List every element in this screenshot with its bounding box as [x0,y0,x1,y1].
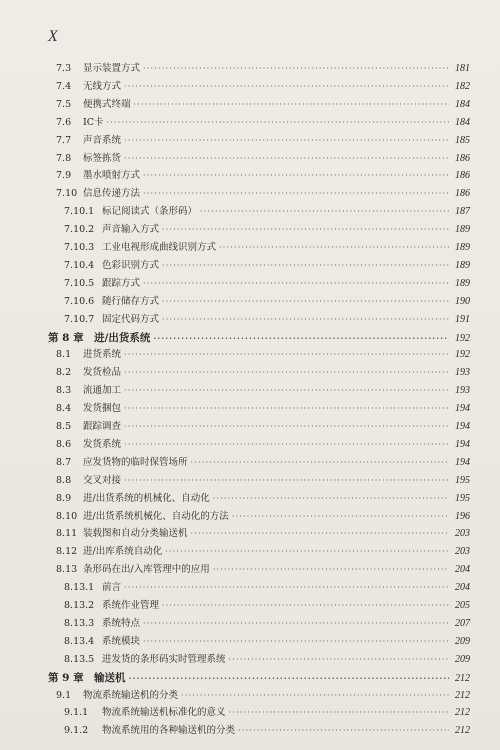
toc-leader-dots [213,492,449,506]
toc-chapter-row [48,671,470,685]
toc-page-number: 189 [455,224,470,236]
toc-entry-number: 8.9 [56,492,72,504]
toc-entry-row [56,492,470,506]
toc-entry-row [64,295,470,309]
toc-entry-row [56,510,470,524]
toc-leader-dots [124,581,449,595]
toc-leader-dots [143,187,449,201]
toc-entry-title: 发货检品 [83,367,122,379]
page-marker: X [48,28,58,45]
toc-entry-row [56,80,470,94]
toc-leader-dots [200,205,449,219]
toc-entry-row [56,348,470,362]
toc-leader-dots [143,617,449,631]
toc-entry-title: 发货系统 [83,438,122,450]
toc-entry-row [64,581,470,595]
toc-entry-row [56,134,470,148]
toc-page-number: 193 [455,367,470,379]
toc-entry-row [64,706,470,720]
toc-entry-number: 8.13.3 [64,617,95,629]
toc-entry-number: 8.13.5 [64,653,95,665]
toc-entry-title: 交叉对接 [83,474,122,486]
toc-entry-row [64,259,470,273]
toc-page-number: 189 [455,277,470,289]
toc-leader-dots [129,671,450,685]
toc-entry-title: 墨水喷射方式 [83,170,141,182]
toc-entry-title: 无线方式 [83,80,122,92]
toc-entry-title: 工业电视形成曲线识别方式 [102,242,217,253]
toc-entry-title: 输送机 [94,671,126,684]
toc-page-number: 192 [455,332,470,344]
toc-leader-dots [143,635,449,649]
toc-entry-title: 装载图和自动分类输送机 [83,528,188,540]
toc-entry-row [56,366,470,380]
toc-leader-dots [238,724,449,738]
toc-entry-number: 第 8 章 [48,331,84,344]
toc-entry-number: 7.4 [56,80,72,92]
toc-page-number: 195 [455,474,470,486]
toc-leader-dots [143,169,449,183]
toc-chapter-row [48,331,470,345]
toc-entry-number: 8.2 [56,367,72,379]
toc-leader-dots [143,62,449,76]
toc-entry-number: 7.10.7 [64,313,95,325]
toc-entry-row [56,384,470,398]
toc-page-number: 203 [455,528,470,540]
toc-page-number: 189 [455,259,470,271]
toc-entry-number: 9.1.2 [64,725,89,737]
toc-leader-dots [165,545,449,559]
toc-entry-title: 信息传递方法 [83,188,141,200]
toc-page-number: 207 [455,617,470,629]
toc-page-number: 185 [455,134,470,146]
toc-entry-row [56,474,470,488]
toc-entry-row [64,223,470,237]
toc-entry-title: 系统特点 [102,617,141,629]
toc-leader-dots [124,474,449,488]
toc-page-number: 205 [455,600,470,611]
toc-entry-number: 8.8 [56,474,72,486]
toc-entry-row [56,402,470,416]
toc-entry-title: 前言 [102,582,122,594]
toc-entry-number: 7.10.3 [64,242,95,253]
toc-entry-title: 条形码在出/入库管理中的应用 [83,564,210,576]
toc-entry-title: 显示装置方式 [83,63,141,74]
toc-page-number: 182 [455,80,470,92]
toc-entry-number: 7.10.2 [64,224,95,236]
toc-entry-number: 8.5 [56,421,72,432]
toc-page-number: 212 [455,672,470,684]
toc-page-number: 186 [455,170,470,182]
toc-page-number: 192 [455,349,470,361]
toc-entry-row [64,241,470,255]
toc-entry-row [64,599,470,613]
toc-leader-dots [232,510,449,524]
toc-leader-dots [213,563,449,577]
toc-entry-title: 物流系统输送机的分类 [83,689,179,701]
toc-page-number: 191 [455,313,470,325]
toc-leader-dots [124,384,449,398]
toc-leader-dots [124,80,449,94]
toc-page-number: 195 [455,492,470,504]
toc-leader-dots [162,599,449,613]
toc-entry-number: 8.13.1 [64,582,95,594]
toc-entry-number: 8.13.4 [64,635,95,647]
toc-entry-number: 7.10.6 [64,295,95,307]
toc-entry-row [56,98,470,112]
toc-leader-dots [124,134,449,148]
toc-leader-dots [124,348,449,362]
toc-entry-title: 便携式终端 [83,98,131,110]
toc-entry-title: 物流系统用的各种输送机的分类 [102,725,236,737]
toc-entry-row [64,617,470,631]
toc-entry-row [64,313,470,327]
toc-leader-dots [229,653,449,667]
toc-entry-title: 进货系统 [83,349,122,361]
toc-leader-dots [124,366,449,380]
toc-leader-dots [191,527,449,541]
toc-entry-title: 物流系统输送机标准化的意义 [102,707,226,719]
toc-entry-number: 9.1 [56,689,72,701]
toc-entry-number: 7.10.1 [64,206,95,218]
toc-leader-dots [134,98,449,112]
toc-entry-title: 声音输入方式 [102,224,160,236]
toc-page-number: 209 [455,635,470,647]
toc-entry-number: 8.6 [56,438,72,450]
toc-entry-number: 7.10.5 [64,277,95,289]
toc-entry-row [56,420,470,434]
toc-page-number: 184 [455,98,470,110]
toc-entry-title: 标签拣货 [83,152,122,164]
toc-entry-row [56,563,470,577]
toc-page-number: 194 [455,403,470,415]
toc-entry-number: 7.5 [56,98,72,110]
toc-leader-dots [124,402,449,416]
toc-entry-title: 发货捆包 [83,403,122,415]
toc-entry-title: 声音系统 [83,134,122,146]
toc-entry-title: 跟踪方式 [102,277,141,289]
toc-entry-number: 8.1 [56,349,72,361]
toc-entry-number: 8.10 [56,510,78,522]
toc-leader-dots [219,241,449,255]
toc-entry-number: 7.7 [56,134,72,146]
toc-entry-title: 进/出库系统自动化 [83,546,163,558]
toc-entry-row [56,116,470,130]
toc-entry-number: 8.11 [56,528,78,540]
toc-page-number: 212 [455,707,470,719]
toc-leader-dots [124,420,449,434]
toc-entry-number: 8.4 [56,403,72,415]
toc-page-number: 181 [455,63,470,74]
toc-entry-row [56,689,470,703]
toc-entry-row [56,169,470,183]
toc-entry-number: 7.6 [56,116,72,128]
toc-entry-number: 7.10.4 [64,259,95,271]
toc-entry-title: IC卡 [83,116,104,128]
toc-entry-row [64,724,470,738]
toc-entry-row [64,277,470,291]
toc-entry-title: 色彩识别方式 [102,259,160,271]
toc-entry-number: 第 9 章 [48,671,84,684]
toc-page-number: 194 [455,421,470,432]
toc-page-number: 186 [455,152,470,164]
toc-entry-title: 系统模块 [102,635,141,647]
toc-entry-row [56,545,470,559]
toc-page-number: 194 [455,456,470,468]
toc-entry-title: 进/出货系统的机械化、自动化 [83,492,210,504]
toc-leader-dots [153,331,449,345]
toc-page-number: 212 [455,689,470,701]
toc-page-number: 187 [455,206,470,218]
toc-leader-dots [162,295,449,309]
toc-entry-row [56,527,470,541]
toc-page-number: 189 [455,242,470,253]
toc-leader-dots [107,116,449,130]
toc-page-number: 204 [455,582,470,594]
toc-entry-row [56,152,470,166]
toc-page-number: 212 [455,725,470,737]
toc-leader-dots [143,277,449,291]
toc-leader-dots [124,438,449,452]
toc-entry-row [56,456,470,470]
toc-entry-number: 8.13 [56,564,78,576]
toc-entry-title: 系统作业管理 [102,600,160,611]
toc-page-number: 193 [455,385,470,397]
toc-entry-row [56,62,470,76]
toc-page-number: 196 [455,510,470,522]
toc-page-number: 209 [455,653,470,665]
toc-page-number: 190 [455,295,470,307]
toc-entry-title: 应发货物的临时保管场所 [83,456,188,468]
toc-entry-row [64,205,470,219]
toc-entry-row [64,653,470,667]
toc-entry-title: 固定代码方式 [102,313,160,325]
toc-entry-title: 进/出货系统 [94,331,151,344]
toc-page-number: 184 [455,116,470,128]
toc-entry-title: 标记阅读式（条形码） [102,206,198,218]
toc-entry-title: 进发货的条形码实时管理系统 [102,653,226,665]
toc-entry-title: 跟踪调查 [83,421,122,432]
toc-leader-dots [124,152,449,166]
toc-page-number: 204 [455,564,470,576]
toc-entry-number: 8.12 [56,546,78,558]
toc-leader-dots [181,689,449,703]
toc-leader-dots [229,706,449,720]
toc-entry-title: 流通加工 [83,385,122,397]
toc-entry-title: 随行储存方式 [102,295,160,307]
toc-entry-number: 8.13.2 [64,600,95,611]
toc-entry-number: 8.3 [56,385,72,397]
toc-leader-dots [162,259,449,273]
toc-entry-number: 7.3 [56,63,72,74]
toc-leader-dots [162,223,449,237]
toc-entry-row [56,187,470,201]
toc-entry-number: 9.1.1 [64,707,89,719]
toc-page-number: 203 [455,546,470,558]
toc-entry-row [64,635,470,649]
toc-entry-number: 7.9 [56,170,72,182]
toc-page-number: 186 [455,188,470,200]
toc-leader-dots [162,313,449,327]
toc-page-number: 194 [455,438,470,450]
toc-entry-row [56,438,470,452]
toc-entry-number: 7.8 [56,152,72,164]
toc-entry-number: 7.10 [56,188,78,200]
toc-entry-title: 进/出货系统机械化、自动化的方法 [83,510,229,522]
toc-leader-dots [191,456,449,470]
toc-entry-number: 8.7 [56,456,72,468]
